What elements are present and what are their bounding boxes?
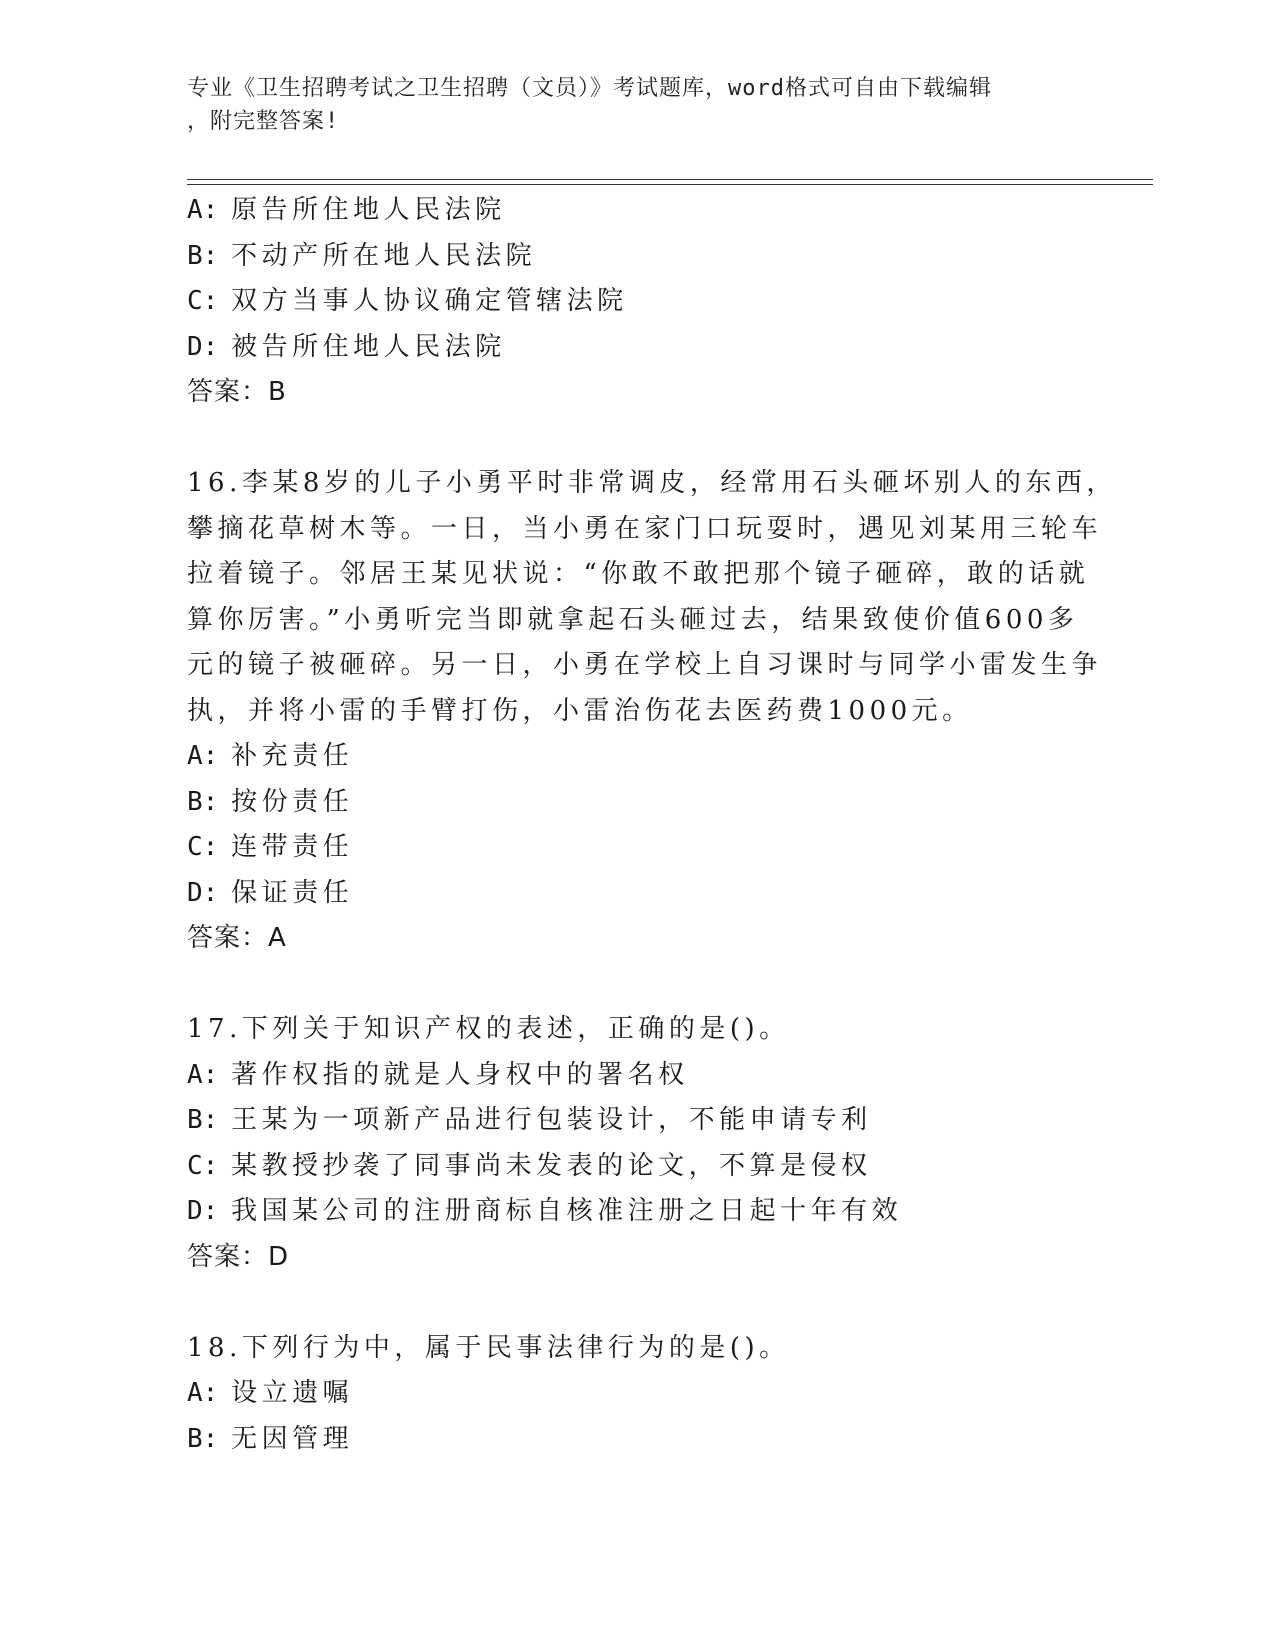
question-stem: 17.下列关于知识产权的表述，正确的是()。 (187, 1014, 790, 1044)
header-rule-top (187, 179, 1153, 180)
question-18 (187, 1326, 1067, 1463)
spacer (187, 416, 1067, 462)
option-b: B: 王某为一项新产品进行包装设计，不能申请专利 (187, 1105, 872, 1135)
option-b: B: 不动产所在地人民法院 (187, 240, 537, 271)
question-stem-line: 算你厉害。”小勇听完当即就拿起石头砸过去，结果致使价值600多 (187, 604, 1079, 635)
question-stem-line: 执，并将小雷的手臂打伤，小雷治伤花去医药费1000元。 (187, 695, 973, 726)
option-b: B: 按份责任 (187, 786, 354, 817)
answer: 答案：D (187, 1241, 290, 1272)
option-a: A: 设立遗嘱 (187, 1378, 354, 1408)
question-17 (187, 1007, 1067, 1280)
question-15 (187, 188, 1067, 416)
document-header (187, 72, 1067, 138)
header-line-1: 专业《卫生招聘考试之卫生招聘（文员）》考试题库，word格式可自由下载编辑 (187, 76, 992, 101)
option-a: A: 补充责任 (187, 741, 354, 771)
answer: 答案：B (187, 377, 287, 407)
option-d: D: 保证责任 (187, 877, 354, 908)
question-stem-line: 拉着镜子。邻居王某见状说：“你敢不敢把那个镜子砸碎，敢的话就 (187, 559, 1090, 589)
option-a: A: 著作权指的就是人身权中的署名权 (187, 1059, 689, 1090)
option-d: D: 我国某公司的注册商标自核准注册之日起十年有效 (187, 1196, 903, 1226)
question-stem-line: 16.李某8岁的儿子小勇平时非常调皮，经常用石头砸坏别人的东西， (187, 468, 1117, 498)
option-a: A: 原告所住地人民法院 (187, 195, 506, 225)
question-stem-line: 元的镜子被砸碎。另一日，小勇在学校上自习课时与同学小雷发生争 (187, 650, 1103, 680)
option-b: B: 无因管理 (187, 1423, 354, 1454)
header-rule-bottom (187, 184, 1153, 185)
option-c: C: 连带责任 (187, 832, 354, 862)
option-d: D: 被告所住地人民法院 (187, 331, 506, 362)
spacer (187, 962, 1067, 1008)
question-stem-line: 攀摘花草树木等。一日，当小勇在家门口玩耍时，遇见刘某用三轮车 (187, 513, 1103, 544)
answer: 答案：A (187, 923, 287, 953)
question-16 (187, 461, 1117, 962)
spacer (187, 1280, 1067, 1326)
question-stem: 18.下列行为中，属于民事法律行为的是()。 (187, 1332, 790, 1363)
header-line-2: ，附完整答案! (187, 109, 340, 134)
document-body (187, 188, 1117, 1462)
option-c: C: 某教授抄袭了同事尚未发表的论文，不算是侵权 (187, 1150, 872, 1181)
option-c: C: 双方当事人协议确定管辖法院 (187, 286, 628, 316)
